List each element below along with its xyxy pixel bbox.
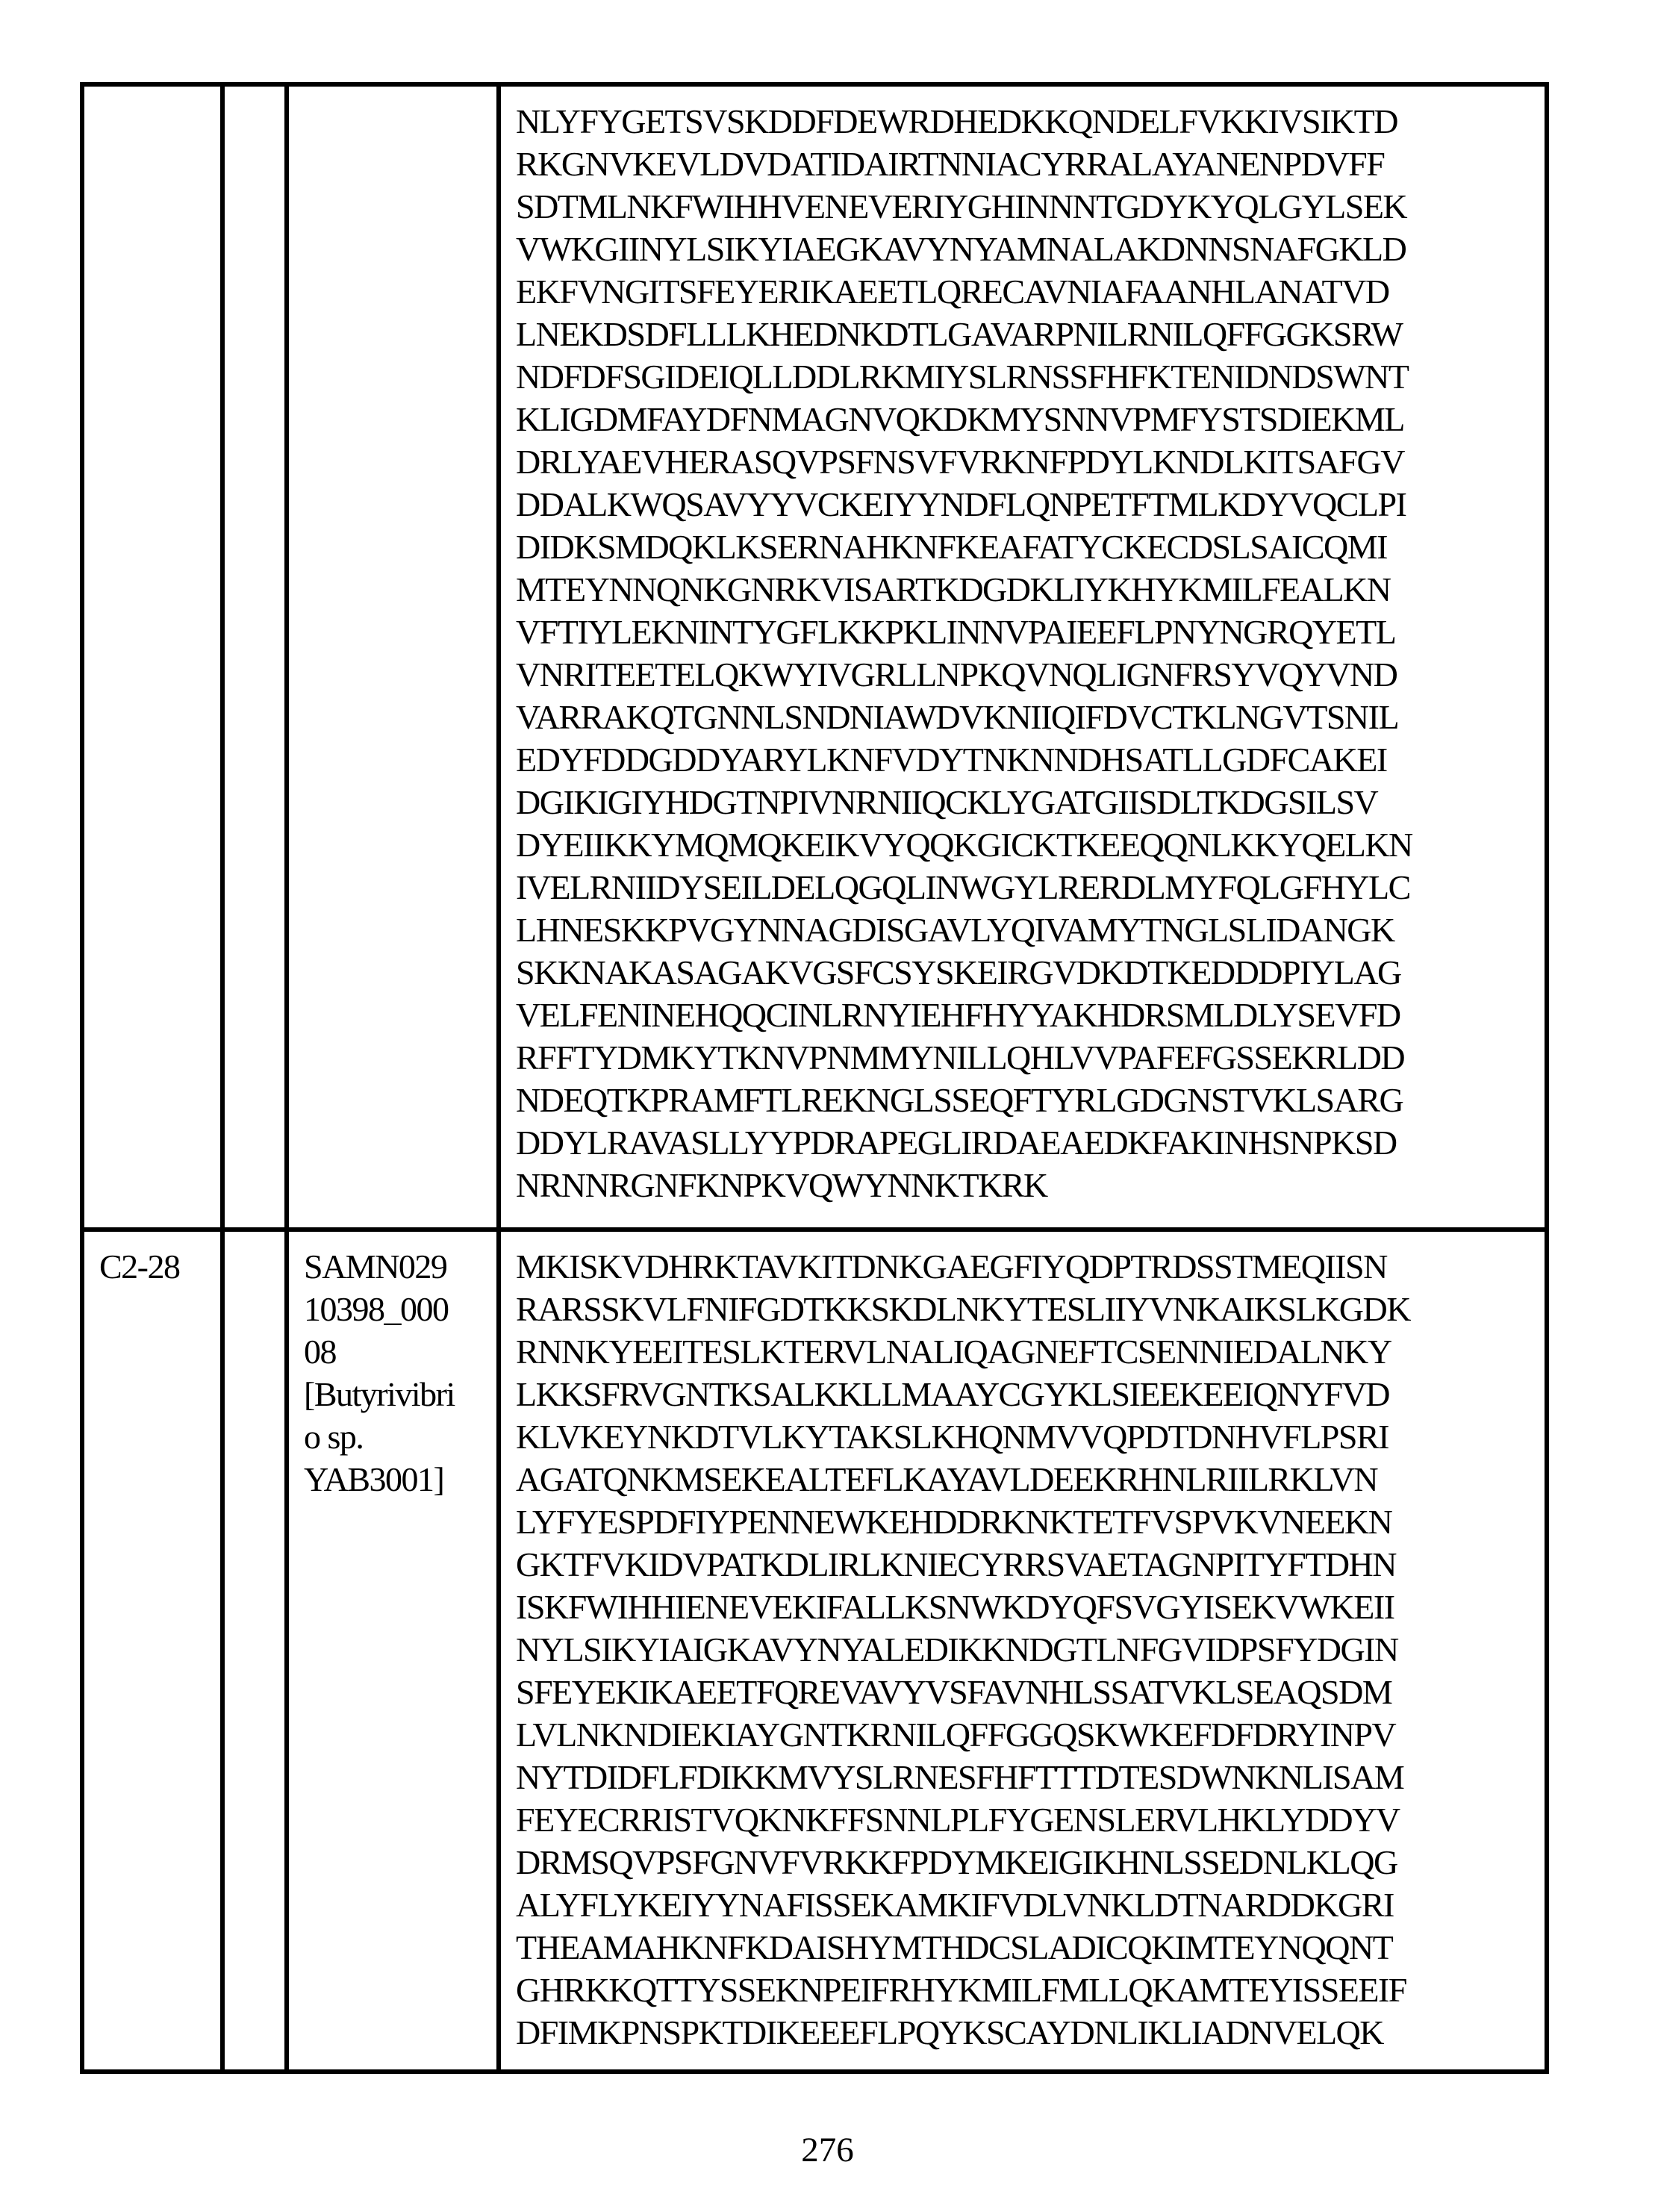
table-row (82, 1230, 1547, 2072)
accession-cell (287, 84, 499, 1230)
accession-cell: SAMN029 10398_000 08 [Butyrivibri o sp. YAB3001] (287, 1230, 499, 2072)
page-number: 276 (801, 2131, 854, 2169)
table-row-continuation (82, 84, 1547, 1230)
sequence-cell: NLYFYGETSVSKDDFDEWRDHEDKKQNDELFVKKIVSIKTD RKGNVKEVLDVDATIDAIRTNNIACYRRALAYANENPDVFF SDTMLNKFWIHHVENEVERIYGHINNNTGDYKYQLGYLSEK VWKGIINYLSIKYIAEGKAVYNYAMNALAKDNNSNAFGKLD EKFVNGITSFEYERIKAEETLQRECAVNIAFAANHLANATVD LNEKDSDFLLLKHEDNKDTLGAVARPNILRNILQFFGGKSRW NDFDFSGIDEIQLLDDLRKMIYSLRNSSFHFKTENIDNDSWNT KLIGDMFAYDFNMAGNVQKDKMYSNNVPMFYSTSDIEKML DRLYAEVHERASQVPSFNSVFVRKNFPDYLKNDLKITSAFGV DDALKWQSAVYYVCKEIYYNDFLQNPETFTMLKDYVQCLPI DIDKSMDQKLKSERNAHKNFKEAFATYCKECDSLSAICQMI MTEYNNQNKGNRKVISARTKDGDKLIYKHYKMILFEALKN VFTIYLEKNINTYGFLKKPKLINNVPAIEEFLPNYNGRQYETL VNRITEETELQKWYIVGRLLNPKQVNQLIGNFRSYVQYVND VARRAKQTGNNLSNDNIAWDVKNIIQIFDVCTKLNGVTSNIL EDYFDDGDDYARYLKNFVDYTNKNNDHSATLLGDFCAKEI DGIKIGIYHDGTNPIVNRNIIQCKLYGATGIISDLTKDGSILSV DYEIIKKYMQMQKEIKVYQQKGICKTKEEQQNLKKYQELKN IVELRNIIDYSEILDELQGQLINWGYLRERDLMYFQLGFHYLC LHNESKKPVGYNNAGDISGAVLYQIVAMYTNGLSLIDANGK SKKNAKASAGAKVGSFCSYSKEIRGVDKDTKEDDDPIYLAG VELFENINEHQQCINLRNYIEHFHYYAKHDRSMLDLYSEVFD RFFTYDMKYTKNVPNMMYNILLQHLVVPAFEFGSSEKRLDD NDEQTKPRAMFTLREKNGLSSEQFTYRLGDGNSTVKLSARG DDYLRAVASLLYYPDRAPEGLIRDAEAEDKFAKINHSNPKSD NRNNRGNFKNPKVQWYNNKTKRK (499, 84, 1547, 1230)
sequence-cell: MKISKVDHRKTAVKITDNKGAEGFIYQDPTRDSSTMEQIISN RARSSKVLFNIFGDTKKSKDLNKYTESLIIYVNKAIKSLKGDK RNNKYEEITESLKTERVLNALIQAGNEFTCSENNIEDALNKY LKKSFRVGNTKSALKKLLMAAYCGYKLSIEEKEEIQNYFVD KLVKEYNKDTVLKYTAKSLKHQNMVVQPDTDNHVFLPSRI AGATQNKMSEKEALTEFLKAYAVLDEEKRHNLRIILRKLVN LYFYESPDFIYPENNEWKEHDDRKNKTETFVSPVKVNEEKN GKTFVKIDVPATKDLIRLKNIECYRRSVAETAGNPITYFTDHN ISKFWIHHIENEVEKIFALLKSNWKDYQFSVGYISEKVWKEII NYLSIKYIAIGKAVYNYALEDIKKNDGTLNFGVIDPSFYDGIN SFEYEKIKAEETFQREVAVYVSFAVNHLSSATVKLSEAQSDM LVLNKNDIEKIAYGNTKRNILQFFGGQSKWKEFDFDRYINPV NYTDIDFLFDIKKMVYSLRNESFHFTTTDTESDWNKNLISAM FEYECRRISTVQKNKFFSNNLPLFYGENSLERVLHKLYDDYV DRMSQVPSFGNVFVRKKFPDYMKEIGIKHNLSSEDNLKLQG ALYFLYKEIYYNAFISSEKAMKIFVDLVNKLDTNARDDKGRI THEAMAHKNFKDAISHYMTHDCSLADICQKIMTEYNQQNT GHRKKQTTYSSEKNPEIFRHYKMILFMLLQKAMTEYISSEEIF DFIMKPNSPKTDIKEEEFLPQYKSCAYDNLIKLIADNVELQK (499, 1230, 1547, 2072)
sequence-table (80, 82, 1549, 2074)
empty-cell (222, 84, 287, 1230)
empty-cell (222, 1230, 287, 2072)
clone-id-cell (82, 84, 222, 1230)
clone-id-cell: C2-28 (82, 1230, 222, 2072)
